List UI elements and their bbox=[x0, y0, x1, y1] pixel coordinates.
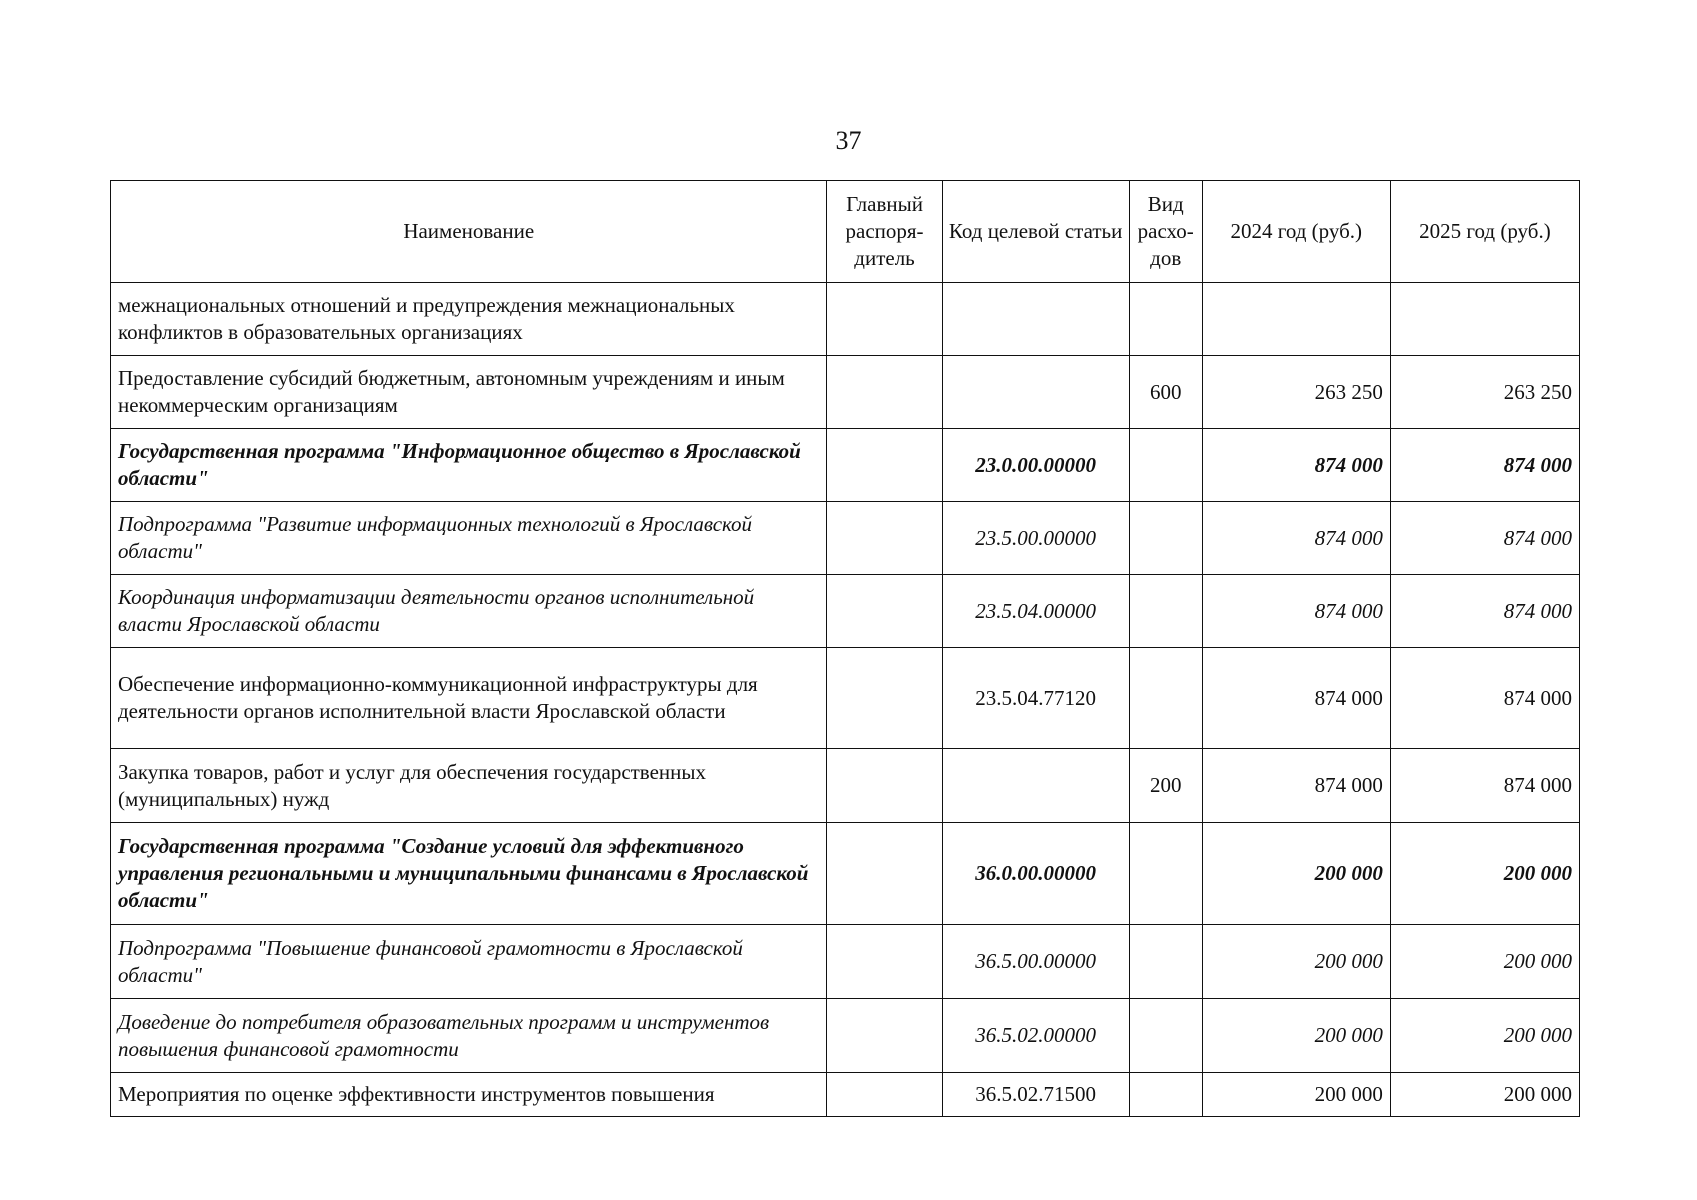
cell-distributor bbox=[827, 283, 942, 356]
table-row bbox=[111, 283, 1580, 356]
cell-type bbox=[1129, 648, 1202, 749]
table-row bbox=[111, 429, 1580, 502]
cell-type bbox=[1129, 1073, 1202, 1117]
cell-2025: 874 000 bbox=[1390, 575, 1579, 648]
cell-code: 36.0.00.00000 bbox=[942, 823, 1129, 925]
cell-code bbox=[942, 749, 1129, 823]
cell-2024: 874 000 bbox=[1202, 749, 1390, 823]
cell-2025: 200 000 bbox=[1390, 925, 1579, 999]
cell-2024: 874 000 bbox=[1202, 648, 1390, 749]
cell-2024: 200 000 bbox=[1202, 823, 1390, 925]
cell-name: Государственная программа "Информационное общество в Ярославской области" bbox=[111, 429, 827, 502]
cell-type bbox=[1129, 502, 1202, 575]
cell-code: 23.5.04.00000 bbox=[942, 575, 1129, 648]
table-row bbox=[111, 925, 1580, 999]
cell-2025: 263 250 bbox=[1390, 356, 1579, 429]
cell-name: Предоставление субсидий бюджетным, автономным учреждениям и иным некоммерческим организациям bbox=[111, 356, 827, 429]
cell-code: 36.5.00.00000 bbox=[942, 925, 1129, 999]
cell-2025: 874 000 bbox=[1390, 502, 1579, 575]
cell-code: 36.5.02.71500 bbox=[942, 1073, 1129, 1117]
table-row bbox=[111, 356, 1580, 429]
cell-code: 36.5.02.00000 bbox=[942, 999, 1129, 1073]
cell-type: 600 bbox=[1129, 356, 1202, 429]
cell-name: Подпрограмма "Развитие информационных технологий в Ярославской области" bbox=[111, 502, 827, 575]
header-type: Вид расхо-дов bbox=[1129, 181, 1202, 283]
cell-name: Подпрограмма "Повышение финансовой грамотности в Ярославской области" bbox=[111, 925, 827, 999]
cell-2025: 874 000 bbox=[1390, 429, 1579, 502]
table-row bbox=[111, 502, 1580, 575]
cell-code: 23.5.04.77120 bbox=[942, 648, 1129, 749]
cell-name: Государственная программа "Создание условий для эффективного управления региональными и муниципальными финансами в Ярославской области" bbox=[111, 823, 827, 925]
cell-2025 bbox=[1390, 283, 1579, 356]
cell-2025: 200 000 bbox=[1390, 999, 1579, 1073]
cell-distributor bbox=[827, 648, 942, 749]
header-code: Код целевой статьи bbox=[942, 181, 1129, 283]
table-row bbox=[111, 999, 1580, 1073]
cell-type bbox=[1129, 283, 1202, 356]
cell-distributor bbox=[827, 823, 942, 925]
cell-2024: 263 250 bbox=[1202, 356, 1390, 429]
cell-distributor bbox=[827, 575, 942, 648]
cell-2024: 874 000 bbox=[1202, 575, 1390, 648]
cell-code bbox=[942, 356, 1129, 429]
table-row bbox=[111, 749, 1580, 823]
cell-2025: 874 000 bbox=[1390, 749, 1579, 823]
cell-distributor bbox=[827, 429, 942, 502]
cell-distributor bbox=[827, 925, 942, 999]
cell-code bbox=[942, 283, 1129, 356]
cell-name: Закупка товаров, работ и услуг для обеспечения государственных (муниципальных) нужд bbox=[111, 749, 827, 823]
cell-2024: 200 000 bbox=[1202, 999, 1390, 1073]
table-row bbox=[111, 1073, 1580, 1117]
cell-2024: 200 000 bbox=[1202, 925, 1390, 999]
header-2025: 2025 год (руб.) bbox=[1390, 181, 1579, 283]
cell-code: 23.0.00.00000 bbox=[942, 429, 1129, 502]
cell-2025: 200 000 bbox=[1390, 1073, 1579, 1117]
page-number: 37 bbox=[835, 126, 862, 155]
budget-table bbox=[110, 180, 1580, 1117]
cell-2024: 200 000 bbox=[1202, 1073, 1390, 1117]
cell-type bbox=[1129, 575, 1202, 648]
cell-type bbox=[1129, 823, 1202, 925]
cell-type: 200 bbox=[1129, 749, 1202, 823]
cell-name: Координация информатизации деятельности органов исполнительной власти Ярославской области bbox=[111, 575, 827, 648]
header-2024: 2024 год (руб.) bbox=[1202, 181, 1390, 283]
cell-distributor bbox=[827, 749, 942, 823]
cell-name: Обеспечение информационно-коммуникационной инфраструктуры для деятельности органов исполнительной власти Ярославской области bbox=[111, 648, 827, 749]
cell-name: межнациональных отношений и предупреждения межнациональных конфликтов в образовательных организациях bbox=[111, 283, 827, 356]
cell-type bbox=[1129, 999, 1202, 1073]
cell-type bbox=[1129, 429, 1202, 502]
table-header-row bbox=[111, 181, 1580, 283]
cell-2025: 874 000 bbox=[1390, 648, 1579, 749]
cell-name: Доведение до потребителя образовательных программ и инструментов повышения финансовой грамотности bbox=[111, 999, 827, 1073]
cell-name: Мероприятия по оценке эффективности инструментов повышения bbox=[111, 1073, 827, 1117]
header-name: Наименование bbox=[111, 181, 827, 283]
cell-2025: 200 000 bbox=[1390, 823, 1579, 925]
cell-code: 23.5.00.00000 bbox=[942, 502, 1129, 575]
table-row bbox=[111, 648, 1580, 749]
cell-2024: 874 000 bbox=[1202, 502, 1390, 575]
cell-2024 bbox=[1202, 283, 1390, 356]
header-distributor: Главный распоря-дитель bbox=[827, 181, 942, 283]
cell-distributor bbox=[827, 999, 942, 1073]
table-row bbox=[111, 575, 1580, 648]
cell-type bbox=[1129, 925, 1202, 999]
cell-distributor bbox=[827, 502, 942, 575]
cell-distributor bbox=[827, 1073, 942, 1117]
table-row bbox=[111, 823, 1580, 925]
cell-distributor bbox=[827, 356, 942, 429]
cell-2024: 874 000 bbox=[1202, 429, 1390, 502]
